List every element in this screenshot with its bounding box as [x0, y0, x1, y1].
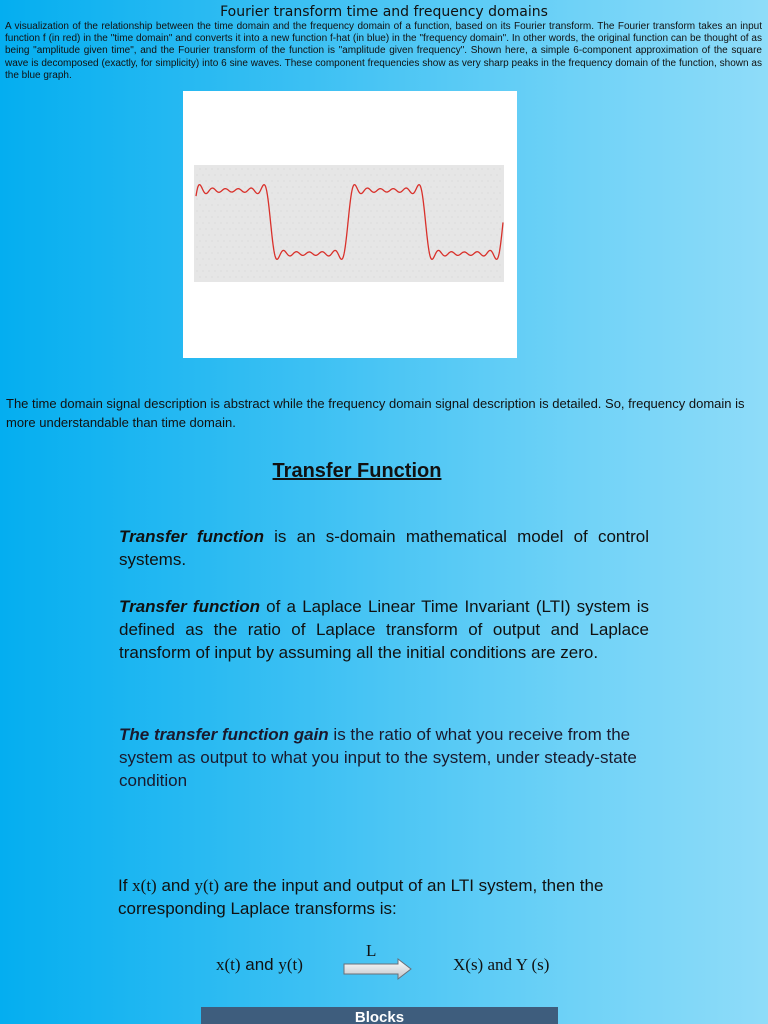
definition-paragraph: Transfer function is an s-domain mathematical model of control systems.: [119, 527, 649, 569]
term: Transfer function: [119, 527, 264, 546]
page-title: Fourier transform time and frequency domains: [220, 4, 548, 20]
term: Transfer function: [119, 597, 260, 616]
plot-panel: [194, 165, 504, 282]
transform-arrow-icon: [342, 958, 414, 982]
lti-paragraph: Transfer function of a Laplace Linear Time Invariant (LTI) system is defined as the ratio of Laplace transform of output and Laplace transform of input by assuming all the initial conditions are zero.: [119, 597, 649, 662]
time-domain-pair: x(t) and y(t): [216, 955, 303, 974]
square-wave-plot: [183, 91, 517, 358]
laplace-symbol: L: [366, 941, 377, 960]
domain-summary: The time domain signal description is abstract while the frequency domain signal description is detailed. So, frequency domain is more understandable than time domain.: [6, 396, 745, 430]
section-heading: Transfer Function: [272, 460, 442, 482]
blocks-section-bar[interactable]: Blocks: [201, 1007, 558, 1024]
laplace-domain-pair: X(s) and Y (s): [453, 955, 550, 974]
laplace-paragraph: If x(t) and y(t) are the input and output of an LTI system, then the corresponding Laplace transforms is:: [118, 876, 604, 918]
gain-paragraph: The transfer function gain is the ratio of what you receive from the system as output to what you input to the system, under steady-state condition: [119, 725, 637, 790]
figure-description: A visualization of the relationship between the time domain and the frequency domain of a function, based on its Fourier transform. The Fourier transform takes an input function f (in red) in the "time domain" and converts it into a new function f-hat (in blue) in the "frequency domain". In other words, the original function can be thought of as being "amplitude given time", and the Fourier transform of the function is "amplitude given frequency". Shown here, a simple 6-component approximation of the square wave is decomposed (exactly, for simplicity) into 6 sine waves. These component frequencies show as very sharp peaks in the frequency domain of the function, shown as the blue graph.: [5, 21, 762, 81]
term: The transfer function gain: [119, 725, 329, 744]
fourier-figure: [183, 91, 517, 358]
